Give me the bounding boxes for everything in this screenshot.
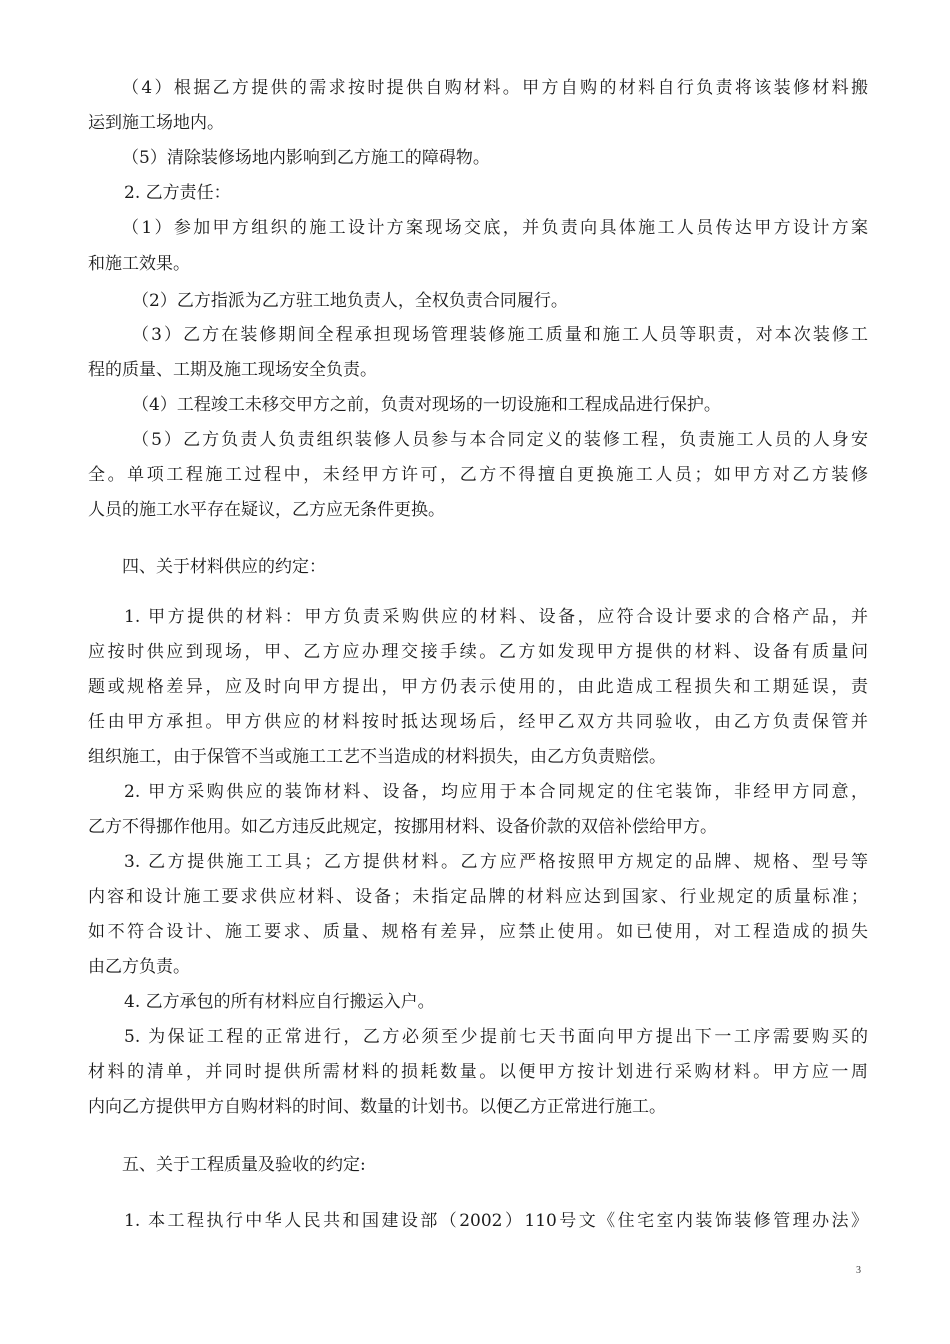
text-line: （5）清除装修场地内影响到乙方施工的障碍物。 bbox=[122, 148, 490, 168]
text-line: 如不符合设计、施工要求、质量、规格有差异，应禁止使用。如已使用，对工程造成的损失 bbox=[88, 922, 868, 942]
text-line: 应按时供应到现场，甲、乙方应办理交接手续。乙方如发现甲方提供的材料、设备有质量问 bbox=[88, 642, 868, 662]
page-number: 3 bbox=[856, 1265, 861, 1276]
text-line: （2）乙方指派为乙方驻工地负责人，全权负责合同履行。 bbox=[132, 291, 568, 311]
text-line: 内向乙方提供甲方自购材料的时间、数量的计划书。以便乙方正常进行施工。 bbox=[88, 1097, 666, 1117]
text-line: 程的质量、工期及施工现场安全负责。 bbox=[88, 360, 377, 380]
text-line: 5. 为保证工程的正常进行，乙方必须至少提前七天书面向甲方提出下一工序需要购买的 bbox=[124, 1027, 868, 1047]
text-line: 2. 甲方采购供应的装饰材料、设备，均应用于本合同规定的住宅装饰，非经甲方同意， bbox=[124, 782, 868, 802]
text-line: 全。单项工程施工过程中，未经甲方许可，乙方不得擅自更换施工人员；如甲方对乙方装修 bbox=[88, 465, 868, 485]
text-line: 和施工效果。 bbox=[88, 254, 190, 274]
text-line: 3. 乙方提供施工工具；乙方提供材料。乙方应严格按照甲方规定的品牌、规格、型号等 bbox=[124, 852, 868, 872]
section-heading: 2. 乙方责任： bbox=[124, 183, 231, 203]
text-line: （5）乙方负责人负责组织装修人员参与本合同定义的装修工程，负责施工人员的人身安 bbox=[132, 430, 868, 450]
text-line: 内容和设计施工要求供应材料、设备；未指定品牌的材料应达到国家、行业规定的质量标准； bbox=[88, 887, 868, 907]
section-heading: 五、关于工程质量及验收的约定: bbox=[122, 1155, 366, 1175]
text-line: 1. 甲方提供的材料：甲方负责采购供应的材料、设备，应符合设计要求的合格产品，并 bbox=[124, 607, 868, 627]
text-line: （4）根据乙方提供的需求按时提供自购材料。甲方自购的材料自行负责将该装修材料搬 bbox=[122, 78, 868, 98]
text-line: 乙方不得挪作他用。如乙方违反此规定，按挪用材料、设备价款的双倍补偿给甲方。 bbox=[88, 817, 717, 837]
text-line: 组织施工，由于保管不当或施工工艺不当造成的材料损失，由乙方负责赔偿。 bbox=[88, 747, 666, 767]
text-line: 人员的施工水平存在疑议，乙方应无条件更换。 bbox=[88, 500, 445, 520]
text-line: （4）工程竣工未移交甲方之前，负责对现场的一切设施和工程成品进行保护。 bbox=[132, 395, 721, 415]
text-line: 运到施工场地内。 bbox=[88, 113, 224, 133]
text-line: （1）参加甲方组织的施工设计方案现场交底，并负责向具体施工人员传达甲方设计方案 bbox=[122, 218, 868, 238]
text-line: 1. 本工程执行中华人民共和国建设部（2002）110号文《住宅室内装饰装修管理办法》 bbox=[124, 1211, 868, 1231]
text-line: 材料的清单，并同时提供所需材料的损耗数量。以便甲方按计划进行采购材料。甲方应一周 bbox=[88, 1062, 868, 1082]
text-line: 任由甲方承担。甲方供应的材料按时抵达现场后，经甲乙双方共同验收，由乙方负责保管并 bbox=[88, 712, 868, 732]
text-line: 4. 乙方承包的所有材料应自行搬运入户。 bbox=[124, 992, 435, 1012]
text-line: （3）乙方在装修期间全程承担现场管理装修施工质量和施工人员等职责，对本次装修工 bbox=[132, 325, 868, 345]
text-line: 题或规格差异，应及时向甲方提出，甲方仍表示使用的，由此造成工程损失和工期延误，责 bbox=[88, 677, 868, 697]
section-heading: 四、关于材料供应的约定： bbox=[122, 557, 326, 577]
text-line: 由乙方负责。 bbox=[88, 957, 190, 977]
